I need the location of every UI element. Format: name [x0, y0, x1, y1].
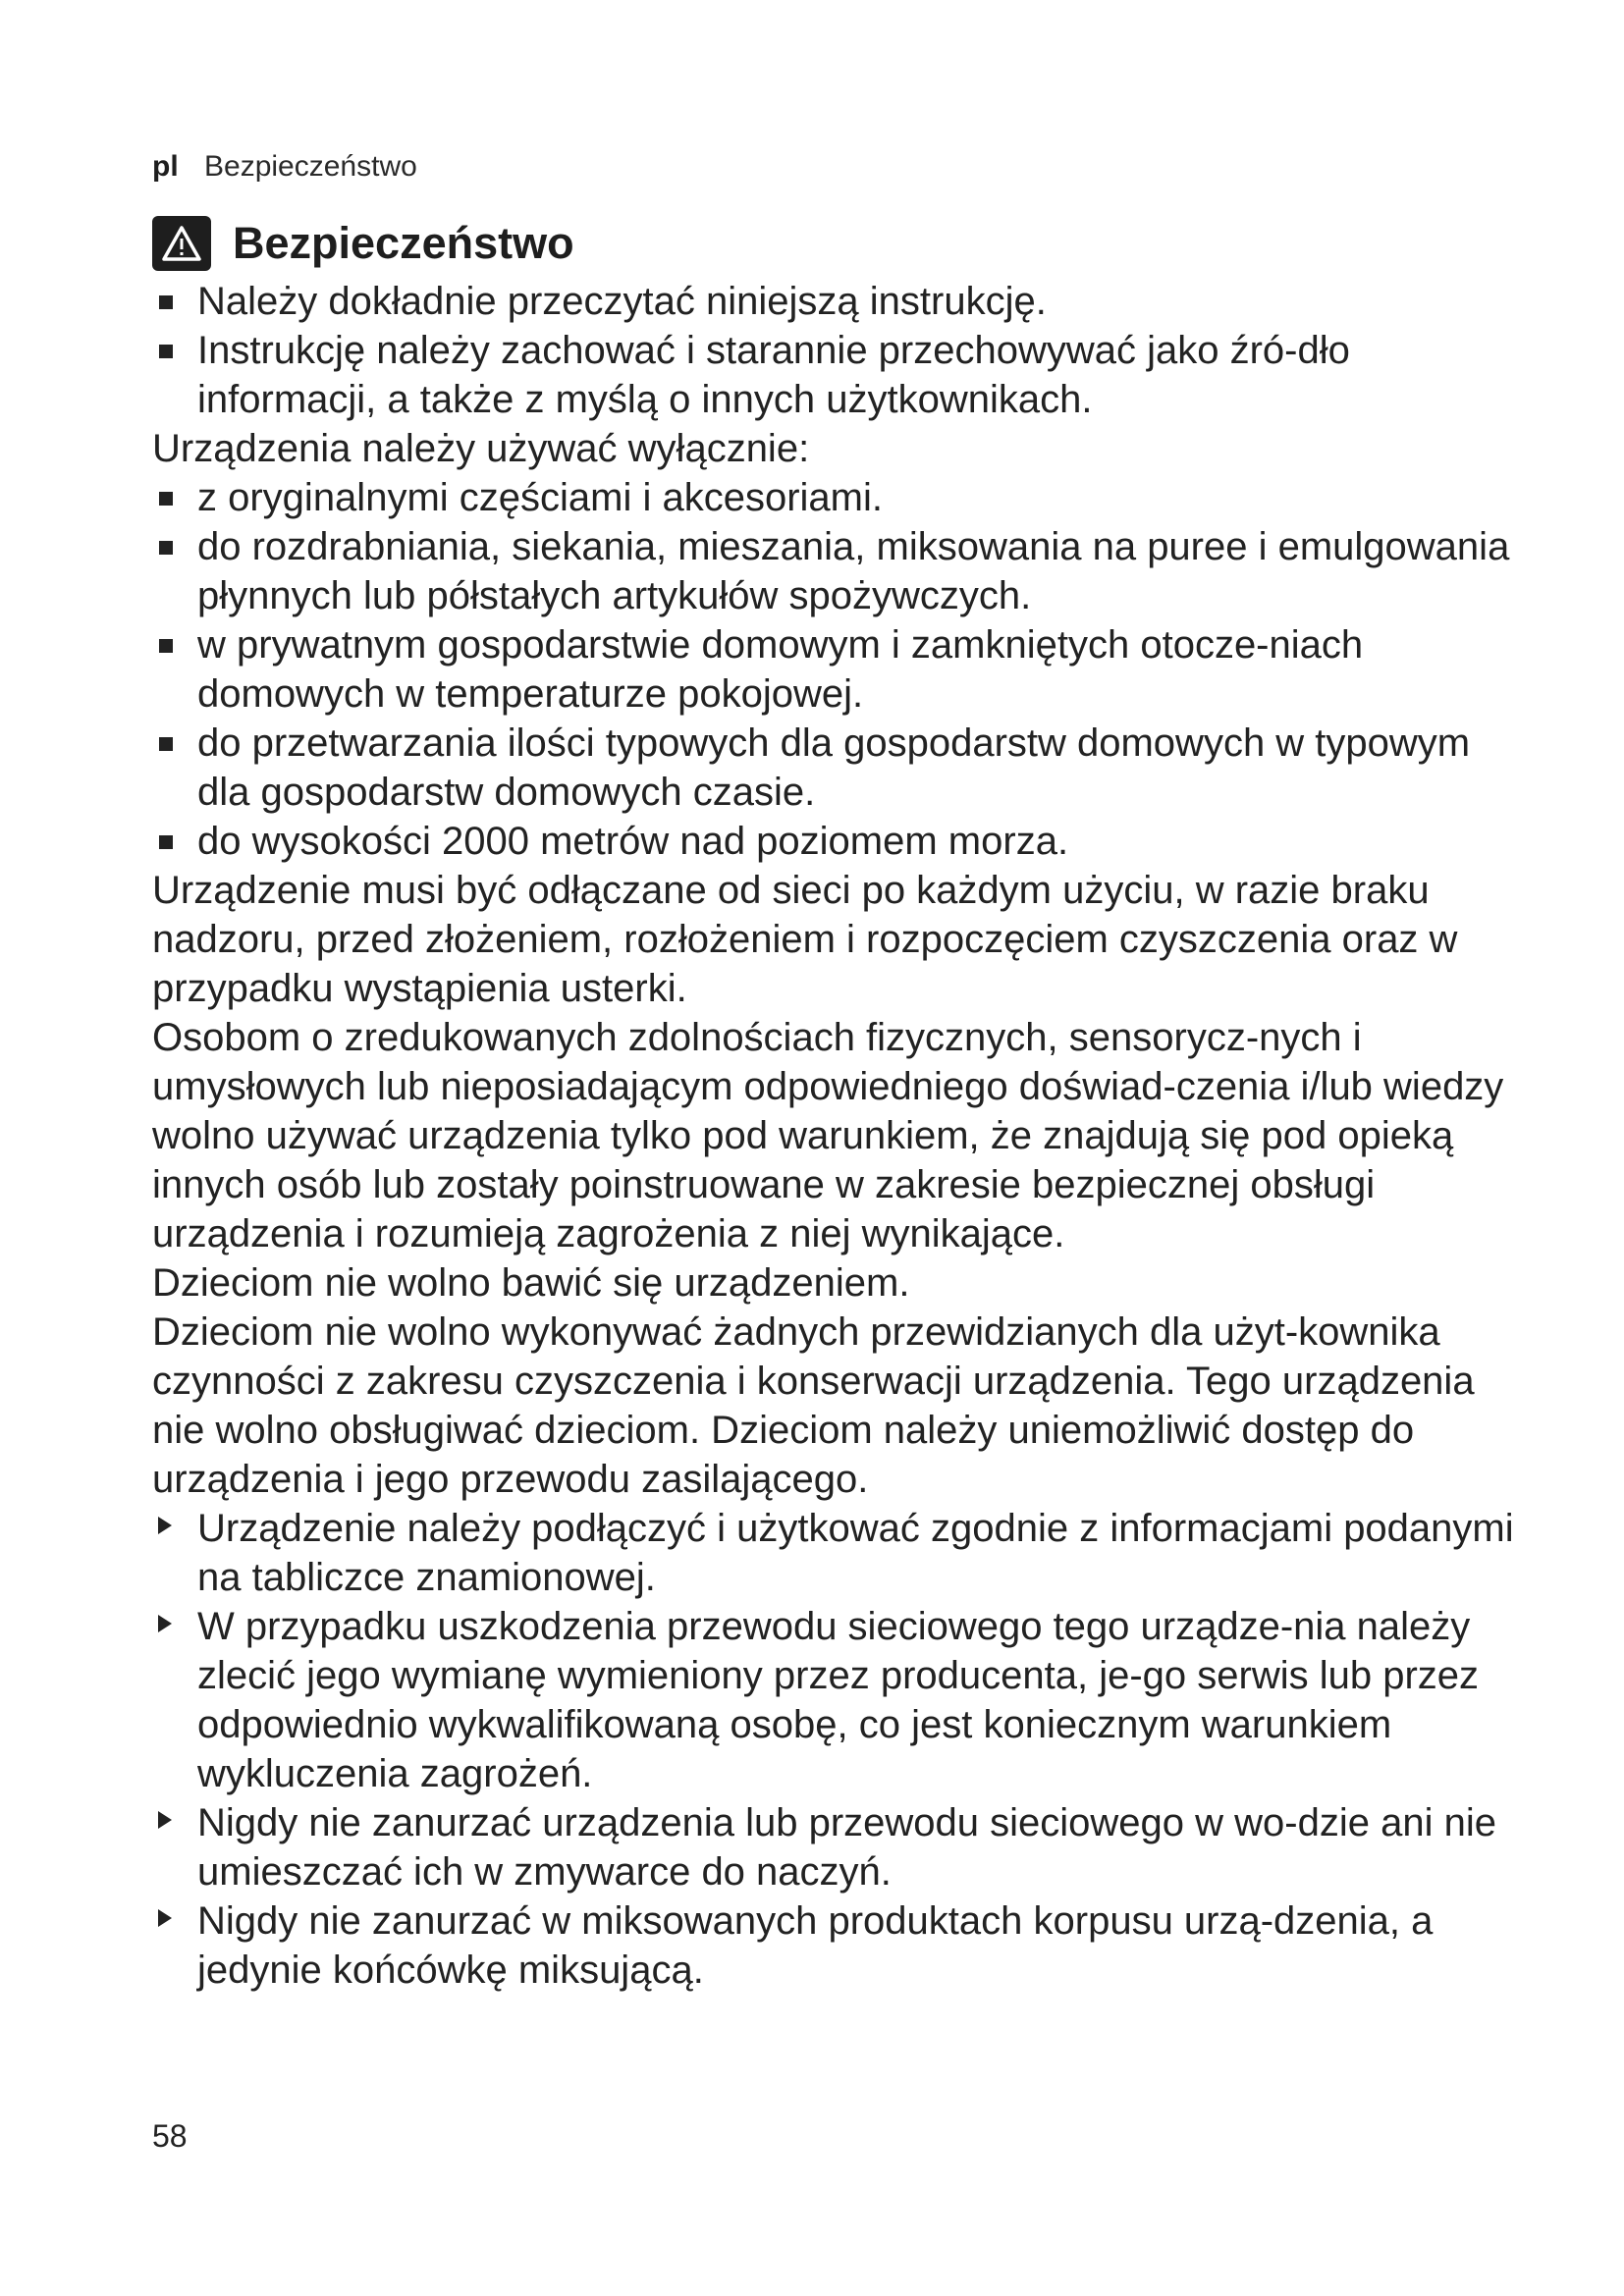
- list-item: z oryginalnymi częściami i akcesoriami.: [152, 473, 1527, 522]
- square-bullet-icon: [159, 541, 173, 555]
- usage-intro: Urządzenia należy używać wyłącznie:: [152, 427, 810, 470]
- paragraph: Osobom o zredukowanych zdolnościach fizycznych, sensorycz-nych i umysłowych lub nieposiadającym odpowiedniego doświad-czenia i/lub wiedzy wolno używać urządzenia tylko pod warunkiem, że znajdują się pod opieką innych osób lub zostały poinstruowane w zakresie bezpiecznej obsługi urządzenia i rozumieją zagrożenia z niej wynikające.: [152, 1016, 1504, 1255]
- instruction-item: W przypadku uszkodzenia przewodu sieciowego tego urządze-nia należy zlecić jego wymianę wymieniony przez producenta, je-go serwis lub przez odpowiednio wykwalifikowaną osobę, co jest koniecznym warunkiem wykluczenia zagrożeń.: [152, 1602, 1527, 1798]
- list-item: do wysokości 2000 metrów nad poziomem morza.: [152, 817, 1527, 866]
- square-bullet-icon: [159, 737, 173, 751]
- arrow-bullet-icon: [158, 1615, 172, 1632]
- running-header: [152, 147, 417, 187]
- instruction-item: Nigdy nie zanurzać urządzenia lub przewodu sieciowego w wo-dzie ani nie umieszczać ich w zmywarce do naczyń.: [152, 1798, 1527, 1896]
- list-item: Instrukcję należy zachować i starannie przechowywać jako źró-dło informacji, a także z myślą o innych użytkownikach.: [152, 326, 1527, 424]
- list-item: do rozdrabniania, siekania, mieszania, miksowania na puree i emulgowania płynnych lub półstałych artykułów spożywczych.: [152, 522, 1527, 620]
- safety-content: [152, 277, 1527, 1995]
- list-item: do przetwarzania ilości typowych dla gospodarstw domowych w typowym dla gospodarstw domowych czasie.: [152, 719, 1527, 817]
- arrow-bullet-icon: [158, 1517, 172, 1534]
- arrow-bullet-icon: [158, 1811, 172, 1829]
- paragraph: Urządzenie musi być odłączane od sieci po każdym użyciu, w razie braku nadzoru, przed złożeniem, rozłożeniem i rozpoczęciem czyszczenia oraz w przypadku wystąpienia usterki.: [152, 869, 1458, 1010]
- square-bullet-icon: [159, 345, 173, 358]
- list-item: Należy dokładnie przeczytać niniejszą instrukcję.: [152, 277, 1527, 326]
- arrow-bullet-icon: [158, 1909, 172, 1927]
- language-code: pl: [152, 150, 179, 183]
- running-section-title: Bezpieczeństwo: [204, 150, 417, 183]
- paragraph: Dzieciom nie wolno bawić się urządzeniem.: [152, 1261, 910, 1305]
- instruction-item: Urządzenie należy podłączyć i użytkować zgodnie z informacjami podanymi na tabliczce znamionowej.: [152, 1504, 1527, 1602]
- instruction-item: Nigdy nie zanurzać w miksowanych produktach korpusu urzą-dzenia, a jedynie końcówkę miksującą.: [152, 1896, 1527, 1995]
- square-bullet-icon: [159, 492, 173, 506]
- page-number: 58: [152, 2118, 188, 2154]
- square-bullet-icon: [159, 835, 173, 849]
- page-title: Bezpieczeństwo: [233, 218, 574, 268]
- square-bullet-icon: [159, 639, 173, 653]
- list-item: w prywatnym gospodarstwie domowym i zamkniętych otocze-niach domowych w temperaturze pokojowej.: [152, 620, 1527, 719]
- paragraph: Dzieciom nie wolno wykonywać żadnych przewidzianych dla użyt-kownika czynności z zakresu czyszczenia i konserwacji urządzenia. Tego urządzenia nie wolno obsługiwać dzieciom. Dzieciom należy uniemożliwić dostęp do urządzenia i jego przewodu zasilającego.: [152, 1310, 1475, 1501]
- square-bullet-icon: [159, 295, 173, 309]
- section-heading: [152, 214, 574, 273]
- warning-triangle-icon: [152, 216, 211, 271]
